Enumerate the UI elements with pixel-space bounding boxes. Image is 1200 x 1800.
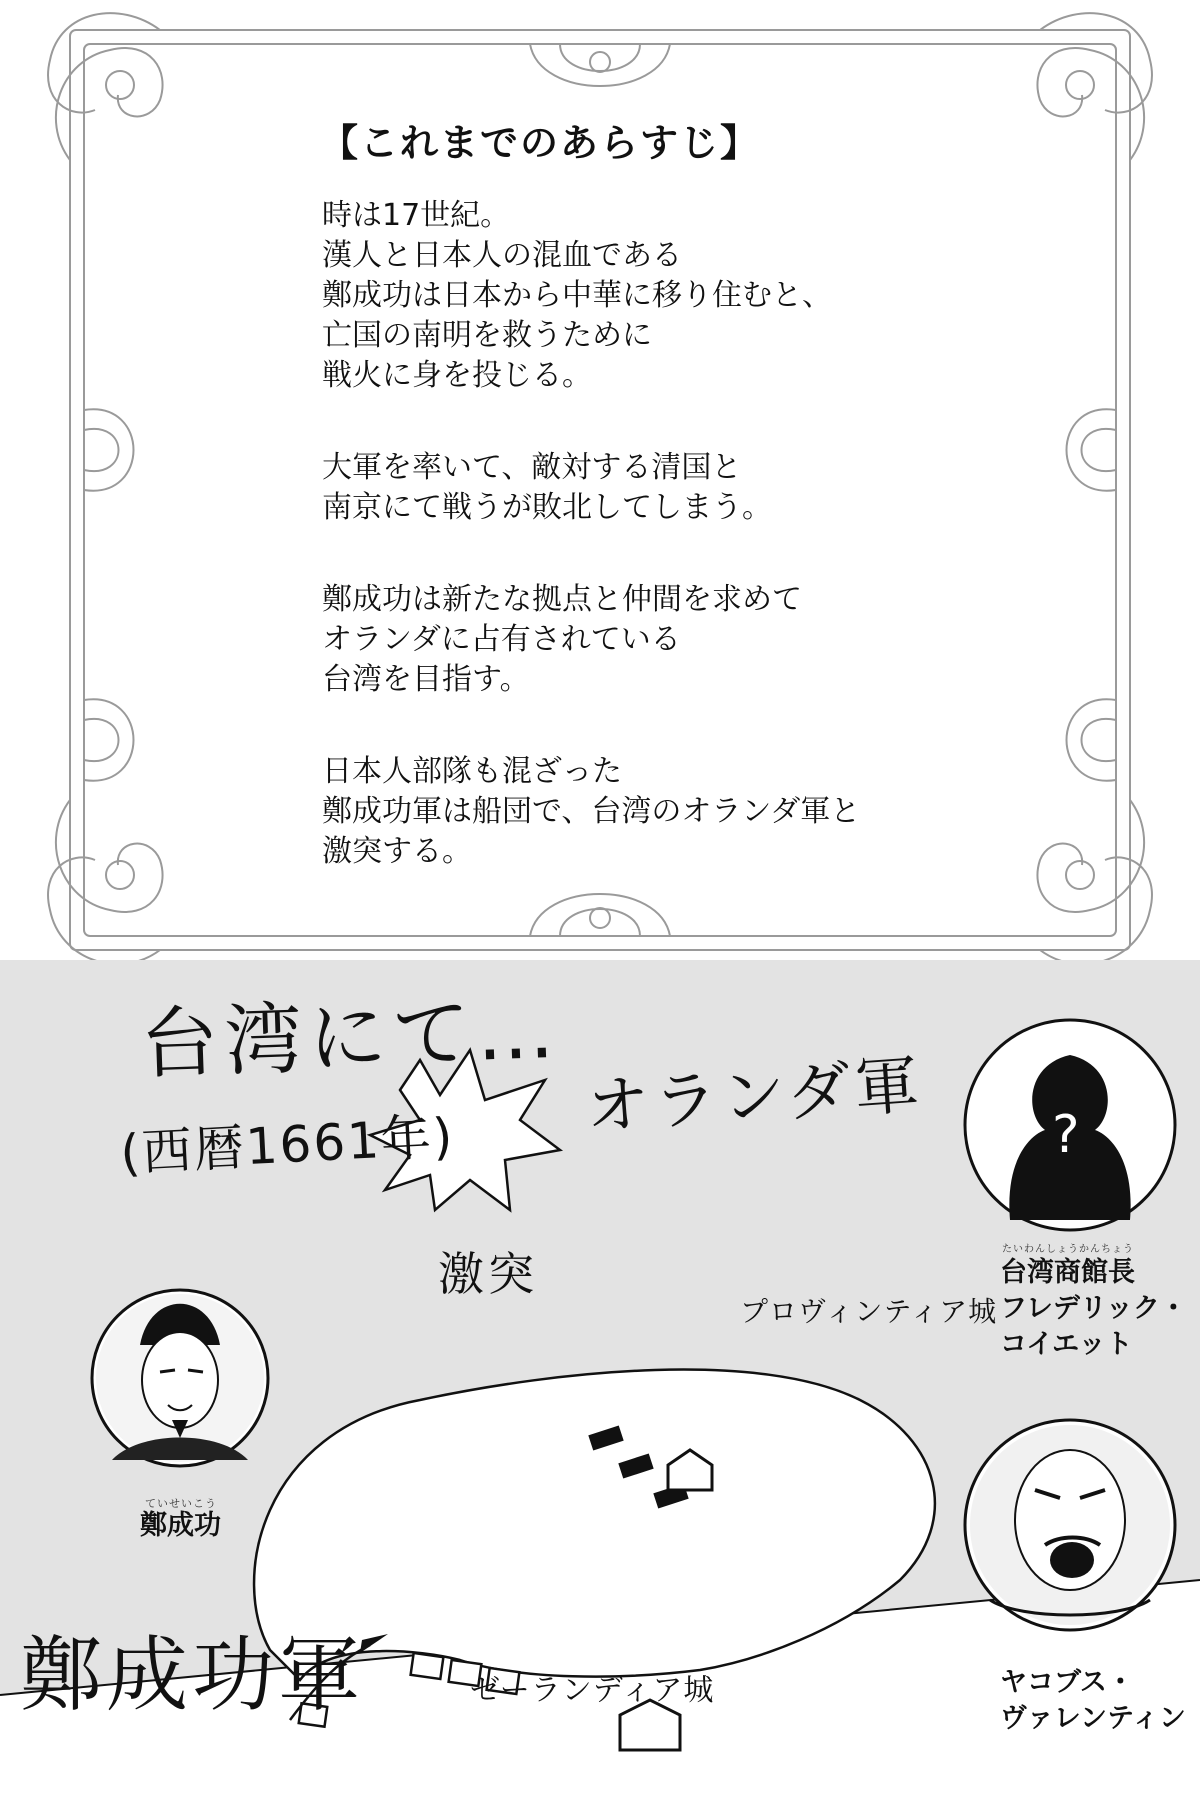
- map-heading: 台湾にて…: [138, 985, 562, 1091]
- synopsis-paragraph: [322, 752, 962, 872]
- synopsis-line: 鄭成功は日本から中華に移り住むと、: [322, 278, 832, 313]
- synopsis-line: 鄭成功軍は船団で、台湾のオランダ軍と: [322, 794, 861, 829]
- synopsis-line: オランダに占有されている: [322, 622, 681, 657]
- synopsis-line: 日本人部隊も混ざった: [322, 754, 622, 789]
- coyett-title: 台湾商館長: [1000, 1257, 1135, 1288]
- provintia-label: プロヴィンティア城: [740, 1295, 998, 1328]
- valentyn-name-2: ヴァレンティン: [1000, 1703, 1186, 1734]
- coyett-name-2: コイエット: [1000, 1329, 1133, 1360]
- synopsis-body: [322, 196, 962, 924]
- zheng-army-label: 鄭成功軍: [20, 1628, 365, 1723]
- synopsis-line: 南京にて戦うが敗北してしまう。: [322, 490, 772, 525]
- corner-scroll-tr: [1037, 13, 1152, 160]
- synopsis-line: 激突する。: [322, 834, 472, 869]
- synopsis-title: 【これまでのあらすじ】: [320, 121, 761, 165]
- zeelandia-label: ゼーランディア城: [470, 1673, 715, 1708]
- synopsis-line: 亡国の南明を救うために: [322, 318, 652, 353]
- synopsis-line: 大軍を率いて、敵対する清国と: [322, 450, 742, 485]
- right-medallions: [1067, 409, 1117, 780]
- synopsis-line: 時は17世紀。: [322, 198, 511, 233]
- synopsis-paragraph: [322, 196, 962, 396]
- dutch-army-label: オランダ軍: [583, 1048, 926, 1146]
- synopsis-paragraph: [322, 580, 962, 700]
- synopsis-line: 戦火に身を投じる。: [322, 358, 592, 393]
- zheng-ruby: ていせいこう: [145, 1497, 217, 1510]
- left-medallions: [84, 409, 134, 780]
- valentyn-name-1: ヤコブス・: [1000, 1667, 1134, 1698]
- synopsis-line: 台湾を目指す。: [322, 662, 530, 697]
- era-label: (西暦1661年): [118, 1107, 456, 1183]
- synopsis-line: 漢人と日本人の混血である: [322, 238, 682, 273]
- synopsis-paragraph: [322, 448, 962, 528]
- zheng-portrait: [92, 1290, 268, 1466]
- zheng-name: 鄭成功: [140, 1510, 221, 1541]
- synopsis-line: 鄭成功は新たな拠点と仲間を求めて: [322, 582, 802, 617]
- top-medallion: [530, 44, 670, 86]
- coyett-name-1: フレデリック・: [1000, 1293, 1187, 1324]
- clash-label: 激突: [438, 1247, 538, 1301]
- unknown-mark: ?: [1052, 1105, 1080, 1165]
- corner-scroll-tl: [48, 13, 163, 160]
- valentyn-portrait: [965, 1420, 1175, 1630]
- coyett-ruby: たいわんしょうかんちょう: [1002, 1244, 1134, 1255]
